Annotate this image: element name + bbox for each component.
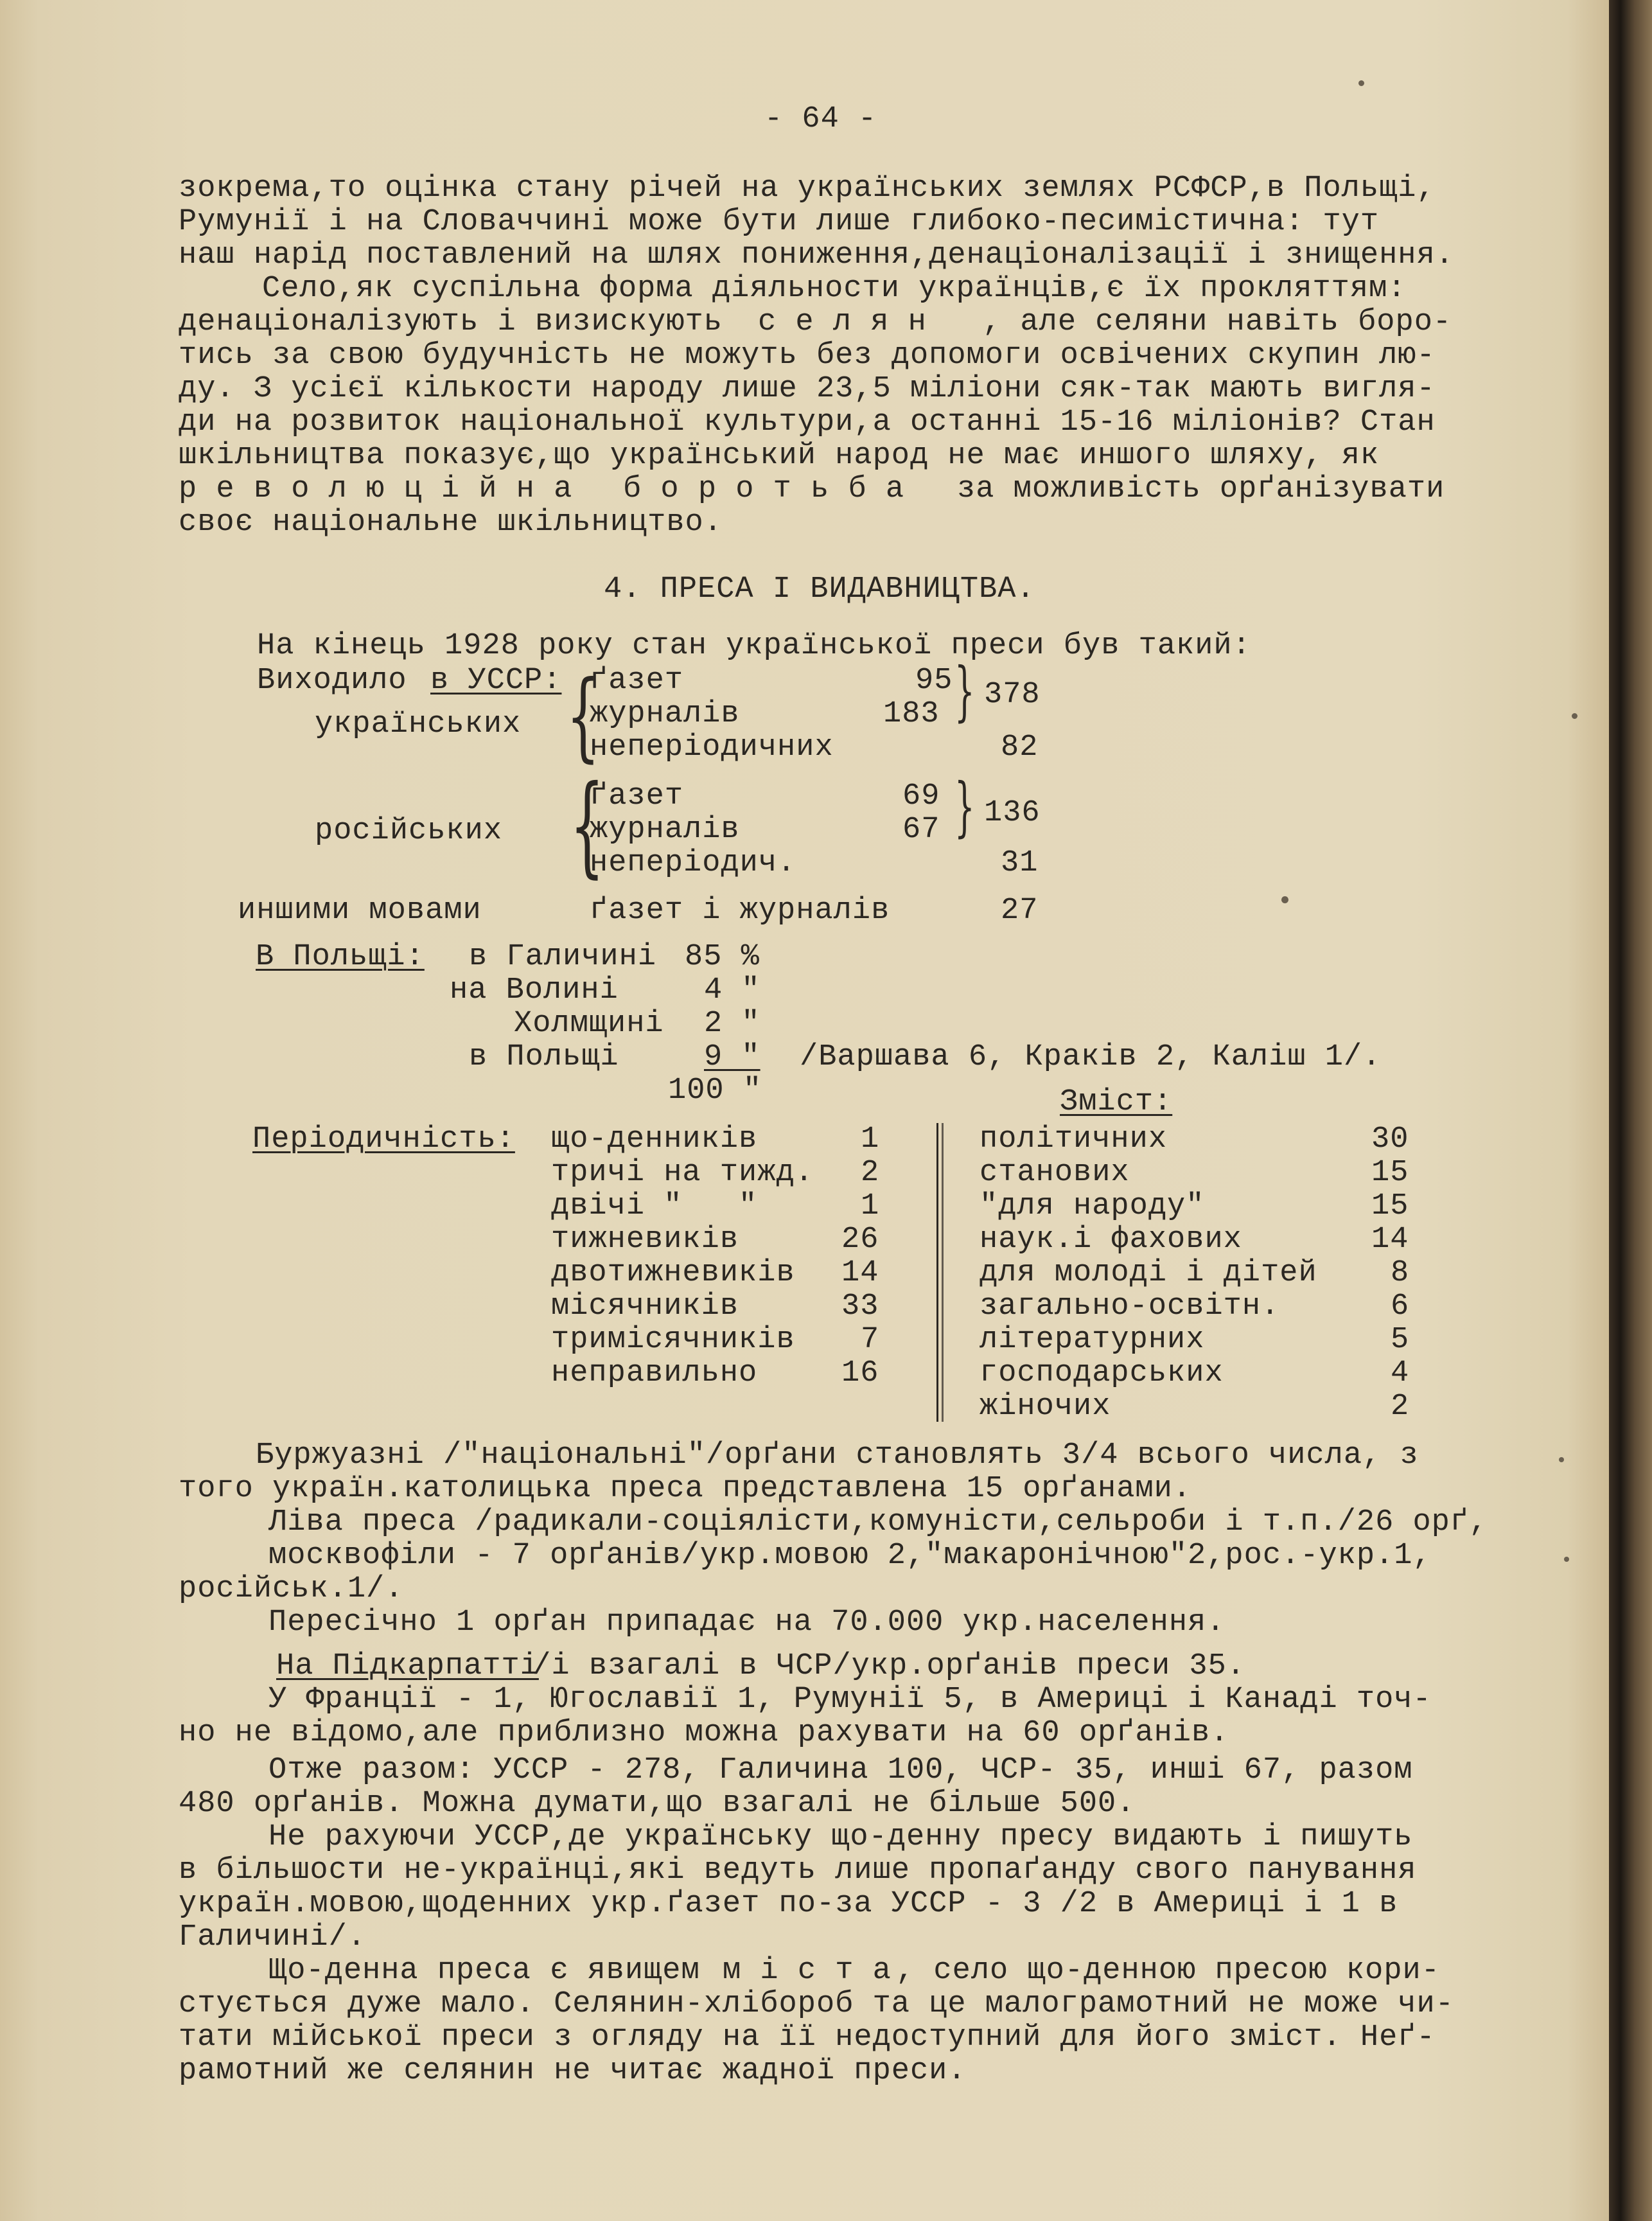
text-line: того україн.католицька преса представлена 15 орґанами. bbox=[179, 1472, 1192, 1506]
poland-label: В Польщі: bbox=[256, 940, 425, 974]
text-line: тись за свою будучність не можуть без допомоги освічених скупин лю- bbox=[179, 339, 1436, 373]
ukrainian-label: українських bbox=[315, 707, 522, 741]
paper-speck bbox=[1358, 80, 1364, 86]
paper-speck bbox=[1559, 1457, 1564, 1462]
section-title: 4. ПРЕСА І ВИДАВНИЦТВА. bbox=[604, 572, 1035, 606]
content-count: 2 bbox=[1391, 1390, 1410, 1424]
text-line: , але селяни навіть боро- bbox=[983, 305, 1452, 339]
periodicity-name: місячників bbox=[551, 1289, 739, 1323]
text-line: за можливість орґанізувати bbox=[957, 472, 1445, 506]
periodicity-count: 16 bbox=[841, 1356, 879, 1390]
text-line: Не рахуючи УССР,де українську що-денну пресу видають і пишуть bbox=[268, 1820, 1413, 1854]
poland-value: 85 % bbox=[685, 940, 760, 974]
content-name: для молоді і дітей bbox=[980, 1256, 1317, 1290]
row-count: 95 bbox=[915, 664, 953, 698]
periodicity-count: 33 bbox=[841, 1289, 879, 1323]
text-line: тати мійської преси з огляду на її недоступний для його зміст. Неґ- bbox=[179, 2021, 1436, 2055]
text-line: Румунії і на Словаччині може бути лише глибоко-песимістична: тут bbox=[179, 205, 1380, 239]
text-line: Ліва преса /радикали-соціялісти,комуністи,сельроби і т.п./26 орґ, bbox=[268, 1505, 1488, 1539]
text-line: У Франції - 1, Югославії 1, Румунії 5, в Америці і Канаді точ- bbox=[268, 1683, 1432, 1717]
spaced-text: б о р о т ь б а bbox=[623, 472, 905, 506]
periodicity-name: двотижневиків bbox=[551, 1256, 795, 1290]
text-line: /і взагалі в ЧСР/укр.орґанів преси 35. bbox=[514, 1649, 1245, 1683]
content-count: 4 bbox=[1391, 1356, 1410, 1390]
periodicity-count: 7 bbox=[861, 1323, 880, 1357]
row-name: журналів bbox=[590, 697, 740, 731]
row-name: неперіодичних bbox=[590, 730, 834, 765]
other-name: ґазет і журналів bbox=[590, 894, 890, 928]
brace-russian: { bbox=[570, 762, 605, 889]
periodicity-name: двічі " " bbox=[551, 1189, 758, 1223]
periodicity-name: що-денників bbox=[551, 1122, 758, 1156]
periodicity-label: Періодичність: bbox=[252, 1122, 515, 1156]
periodicity-name: тримісячників bbox=[551, 1323, 795, 1357]
content-label: Зміст: bbox=[1060, 1085, 1173, 1119]
content-name: станових bbox=[980, 1156, 1130, 1190]
row-count: 69 bbox=[902, 779, 940, 813]
nonperiodic-total: 31 bbox=[1001, 846, 1039, 880]
brace-sum: } bbox=[954, 653, 975, 729]
text-line: в більшости не-українці,які ведуть лише пропаґанду свого панування bbox=[179, 1854, 1417, 1888]
text-line: стується дуже мало. Селянин-хлібороб та це малограмотний не може чи- bbox=[179, 1987, 1454, 2021]
periodicity-name: тричі на тижд. bbox=[551, 1156, 814, 1190]
periodicity-count: 2 bbox=[861, 1156, 880, 1190]
text-line: шкільництва показує,що український народ не має иншого шляху, як bbox=[179, 439, 1380, 473]
text-line: Село,як суспільна форма діяльности українців,є їх прокляттям: bbox=[262, 272, 1407, 306]
poland-breakdown: /Варшава 6, Краків 2, Каліш 1/. bbox=[800, 1040, 1382, 1074]
periodicity-count: 26 bbox=[841, 1223, 879, 1257]
poland-value: 2 " bbox=[704, 1007, 760, 1041]
text-line: україн.мовою,щоденних укр.ґазет по-за УССР - 3 /2 в Америці і 1 в bbox=[179, 1887, 1398, 1921]
poland-place: в Галичині bbox=[469, 940, 657, 974]
nonperiodic-total: 82 bbox=[1001, 730, 1039, 765]
intro-line: На кінець 1928 року стан української преси був такий: bbox=[257, 629, 1251, 663]
content-name: літературних bbox=[980, 1323, 1205, 1357]
row-name: ґазет bbox=[590, 664, 684, 698]
row-name: журналів bbox=[590, 813, 740, 847]
row-name: неперіодич. bbox=[590, 846, 796, 880]
text-line: Що-денна преса є явищем bbox=[268, 1954, 700, 1988]
poland-place: в Польщі bbox=[469, 1040, 619, 1074]
content-count: 14 bbox=[1371, 1223, 1409, 1257]
page-number: - 64 - bbox=[764, 102, 877, 136]
russian-label: російських bbox=[315, 814, 503, 848]
text-line: денаціоналізують і визискують bbox=[179, 305, 723, 339]
content-count: 30 bbox=[1371, 1122, 1409, 1156]
other-total: 27 bbox=[1001, 894, 1039, 928]
spaced-text: с е л я н bbox=[758, 305, 927, 339]
content-name: "для народу" bbox=[980, 1189, 1205, 1223]
text-line: Буржуазні /"національні"/орґани становлять 3/4 всього числа, з bbox=[256, 1438, 1419, 1473]
spaced-text: м і с т а bbox=[723, 1954, 892, 1988]
row-name: ґазет bbox=[590, 779, 684, 813]
periodicity-name: неправильно bbox=[551, 1356, 758, 1390]
content-name: загально-освітн. bbox=[980, 1289, 1280, 1323]
text-line: рамотний же селянин не читає жадної преси. bbox=[179, 2054, 967, 2088]
poland-value: 4 " bbox=[704, 973, 760, 1007]
text-line: москвофіли - 7 орґанів/укр.мовою 2,"макаронічною"2,рос.-укр.1, bbox=[268, 1539, 1432, 1573]
content-name: господарських bbox=[980, 1356, 1224, 1390]
other-label: иншими мовами bbox=[238, 894, 482, 928]
group-total: 378 bbox=[984, 678, 1041, 712]
text-line: 480 орґанів. Можна думати,що взагалі не більше 500. bbox=[179, 1787, 1136, 1821]
content-count: 6 bbox=[1391, 1289, 1410, 1323]
text-line: ди на розвиток національної культури,а останні 15-16 міліонів? Стан bbox=[179, 405, 1436, 439]
text-line: ду. З усієї кількости народу лише 23,5 міліони сяк-так мають вигля- bbox=[179, 372, 1436, 406]
periodicity-count: 1 bbox=[861, 1122, 880, 1156]
periodicity-name: тижневиків bbox=[551, 1223, 739, 1257]
text-line: Галичині/. bbox=[179, 1920, 367, 1954]
content-name: політичних bbox=[980, 1122, 1168, 1156]
row-count: 183 bbox=[883, 697, 940, 731]
ussr-label: Виходило bbox=[257, 664, 407, 698]
column-divider bbox=[936, 1123, 938, 1422]
periodicity-count: 1 bbox=[861, 1189, 880, 1223]
text-line: російськ.1/. bbox=[179, 1572, 404, 1606]
content-count: 8 bbox=[1391, 1256, 1410, 1290]
content-count: 5 bbox=[1391, 1323, 1410, 1357]
content-name: жіночих bbox=[980, 1390, 1111, 1424]
brace-ukrainian: { bbox=[566, 660, 600, 772]
text-lead-underlined: На Підкарпатті bbox=[276, 1649, 539, 1683]
text-line: наш нарід поставлений на шлях пониження,денаціоналізації і знищення. bbox=[179, 238, 1454, 272]
text-line: своє національне шкільництво. bbox=[179, 506, 723, 540]
poland-place: на Волині bbox=[450, 973, 619, 1007]
content-count: 15 bbox=[1371, 1156, 1409, 1190]
poland-place: Холмщині bbox=[514, 1007, 664, 1041]
poland-total: 100 " bbox=[668, 1074, 762, 1108]
paper-speck bbox=[1572, 713, 1577, 719]
content-count: 15 bbox=[1371, 1189, 1409, 1223]
text-line: Отже разом: УССР - 278, Галичина 100, ЧСР- 35, инші 67, разом bbox=[268, 1753, 1413, 1787]
periodicity-count: 14 bbox=[841, 1256, 879, 1290]
text-line: но не відомо,але приблизно можна рахувати на 60 орґанів. bbox=[179, 1716, 1229, 1750]
book-binding-edge bbox=[1609, 0, 1652, 2221]
text-line: зокрема,то оцінка стану річей на українських землях РСФСР,в Польщі, bbox=[179, 172, 1436, 206]
column-divider bbox=[942, 1123, 944, 1422]
group-total: 136 bbox=[984, 796, 1041, 830]
spaced-text: р е в о л ю ц і й н а bbox=[179, 472, 573, 506]
poland-value: 9 " bbox=[704, 1040, 760, 1074]
text-line: , село що-денною пресою кори- bbox=[896, 1954, 1440, 1988]
row-count: 67 bbox=[902, 813, 940, 847]
content-name: наук.і фахових bbox=[980, 1223, 1242, 1257]
paper-speck bbox=[1281, 896, 1288, 903]
text-line: Пересічно 1 орґан припадає на 70.000 укр.населення. bbox=[268, 1606, 1226, 1640]
brace-sum: } bbox=[954, 769, 975, 844]
ussr-region: в УССР: bbox=[430, 664, 562, 698]
paper-speck bbox=[1564, 1557, 1569, 1562]
